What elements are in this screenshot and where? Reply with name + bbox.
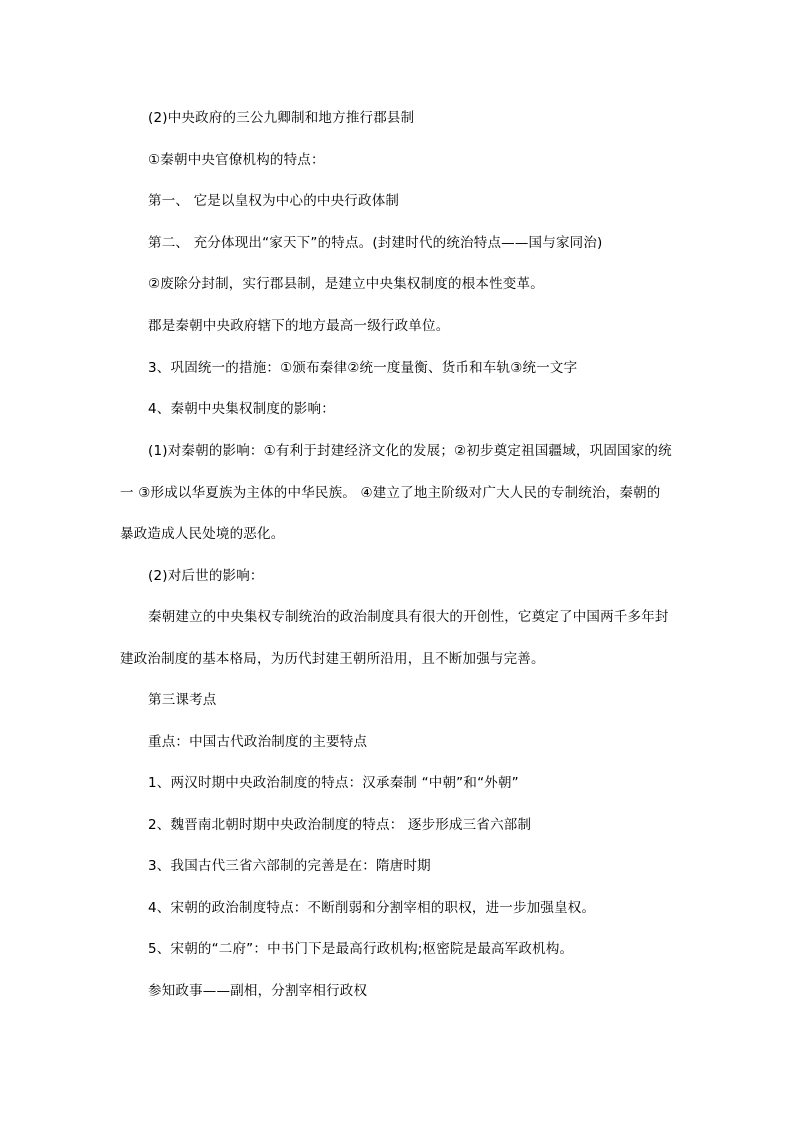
text-line: 3、巩固统一的措施：①颁布秦律②统一度量衡、货币和车轨③统一文字 (148, 360, 578, 376)
text-line: (2)中央政府的三公九卿制和地方推行郡县制 (148, 110, 415, 126)
text-line: 第一、 它是以皇权为中心的中央行政体制 (148, 193, 400, 209)
text-line: 4、秦朝中央集权制度的影响： (148, 401, 335, 417)
text-line: 一 ③形成以华夏族为主体的中华民族。 ④建立了地主阶级对广大人民的专制统治，秦朝的 (120, 485, 661, 501)
text-line: 3、我国古代三省六部制的完善是在：隋唐时期 (148, 858, 431, 874)
text-line: (1)对秦朝的影响：①有利于封建经济文化的发展；②初步奠定祖国疆域，巩固国家的统 (148, 443, 672, 459)
text-line: 参知政事——副相，分割宰相行政权 (148, 983, 368, 999)
text-line: 建政治制度的基本格局，为历代封建王朝所沿用，且不断加强与完善。 (120, 651, 545, 667)
text-line: 第二、 充分体现出“家天下”的特点。(封建时代的统治特点——国与家同治) (148, 235, 603, 251)
text-line: ②废除分封制，实行郡县制，是建立中央集权制度的根本性变革。 (148, 276, 544, 292)
text-line: (2)对后世的影响： (148, 568, 264, 584)
text-line: 暴政造成人民处境的恶化。 (120, 526, 285, 542)
text-line: 郡是秦朝中央政府辖下的地方最高一级行政单位。 (148, 318, 450, 334)
section-heading: 第三课考点 (148, 692, 217, 708)
text-line: 1、两汉时期中央政治制度的特点：汉承秦制 “中朝”和“外朝” (148, 775, 519, 791)
text-line: 5、宋朝的“二府”：中书门下是最高行政机构;枢密院是最高军政机构。 (148, 941, 574, 957)
text-line: 重点：中国古代政治制度的主要特点 (148, 734, 368, 750)
text-line: 4、宋朝的政治制度特点：不断削弱和分割宰相的职权，进一步加强皇权。 (148, 900, 596, 916)
text-line: 2、魏晋南北朝时期中央政治制度的特点： 逐步形成三省六部制 (148, 817, 532, 833)
text-line: 秦朝建立的中央集权专制统治的政治制度具有很大的开创性，它奠定了中国两千多年封 (148, 609, 669, 625)
text-line: ①秦朝中央官僚机构的特点： (148, 152, 325, 168)
